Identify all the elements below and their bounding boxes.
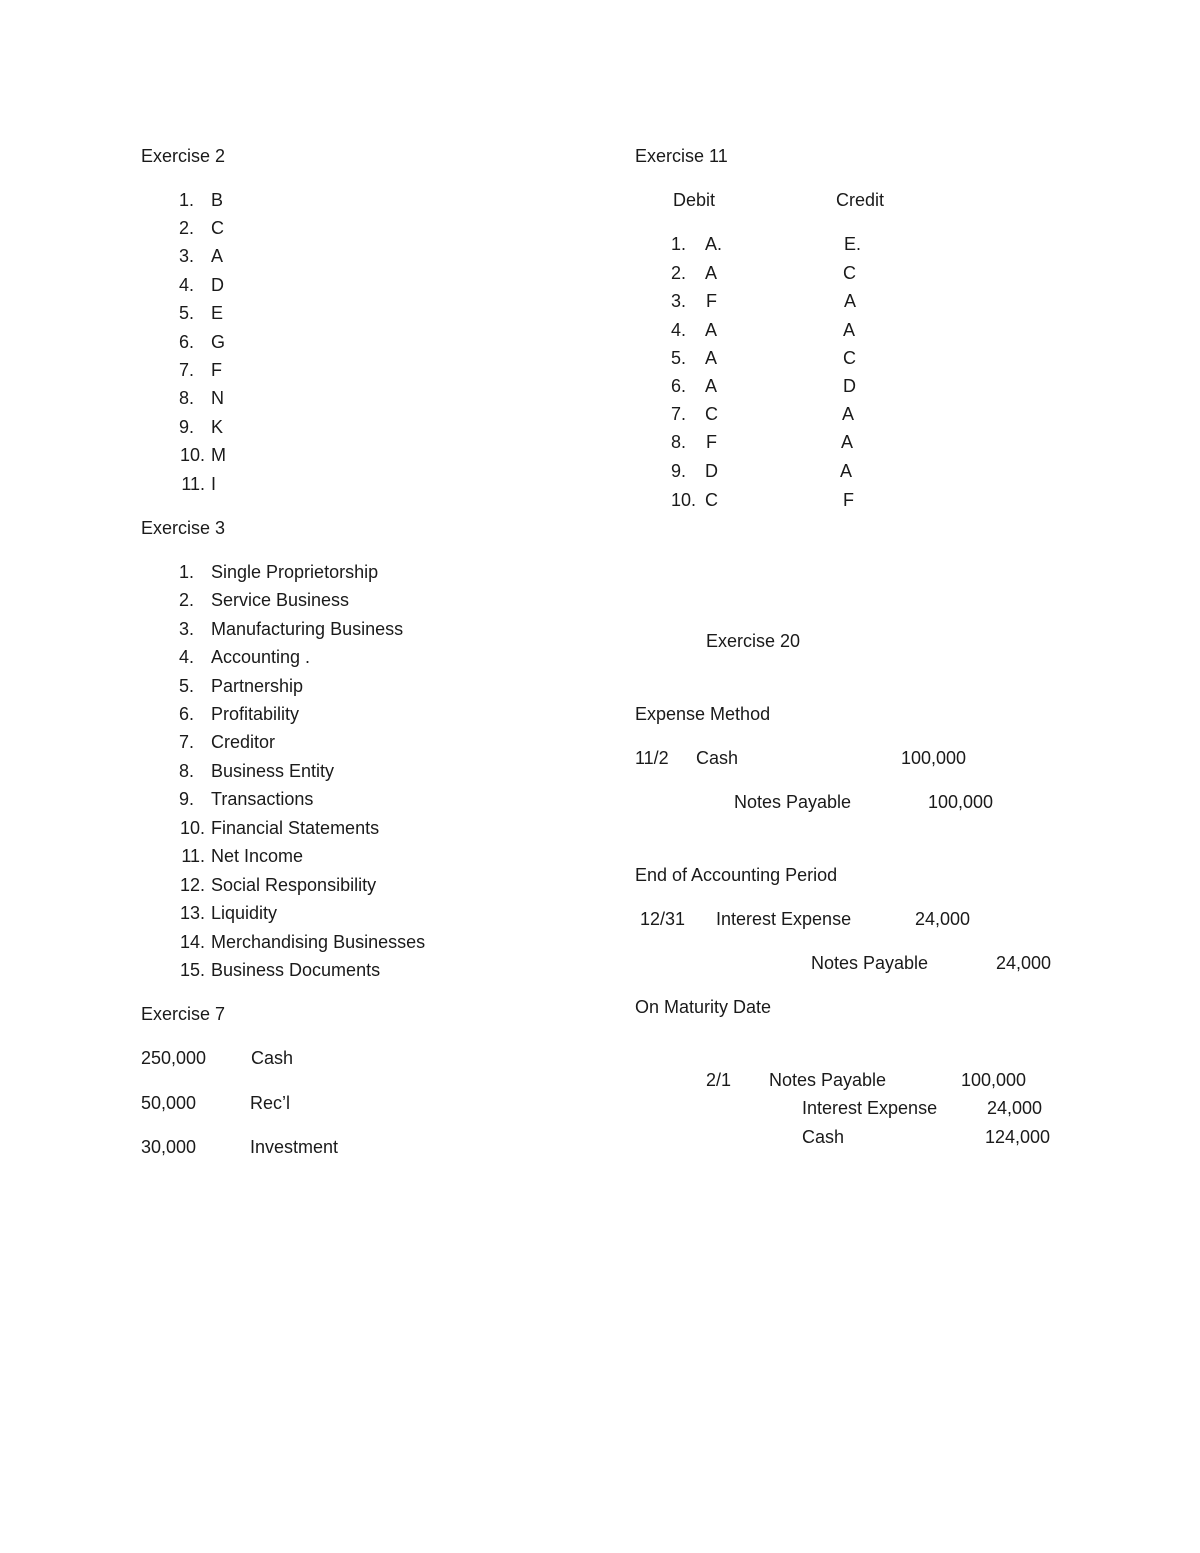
entry-amount: 250,000 bbox=[141, 1048, 207, 1068]
list-item: D bbox=[211, 275, 224, 295]
list-number: 10. bbox=[179, 445, 205, 465]
debit-cell: A bbox=[705, 376, 718, 396]
journal-debit-amount: 24,000 bbox=[915, 909, 971, 929]
list-item: G bbox=[211, 332, 226, 352]
end-period-heading: End of Accounting Period bbox=[635, 865, 838, 885]
credit-cell: C bbox=[843, 263, 856, 283]
row-number: 10. bbox=[670, 490, 696, 510]
list-number: 2. bbox=[178, 218, 194, 238]
maturity-heading: On Maturity Date bbox=[635, 997, 772, 1017]
list-item: Business Entity bbox=[211, 761, 335, 781]
list-number: 2. bbox=[178, 590, 194, 610]
list-item: Service Business bbox=[211, 590, 350, 610]
list-item: Transactions bbox=[211, 789, 314, 809]
list-number: 6. bbox=[178, 704, 194, 724]
journal-debit-account: Cash bbox=[696, 748, 739, 768]
debit-cell: A bbox=[705, 348, 718, 368]
journal-date: 2/1 bbox=[706, 1070, 732, 1090]
row-number: 6. bbox=[670, 376, 686, 396]
row-number: 4. bbox=[670, 320, 686, 340]
debit-cell: A. bbox=[705, 234, 723, 254]
journal-credit-account: Notes Payable bbox=[811, 953, 929, 973]
exercise-3-title: Exercise 3 bbox=[141, 518, 226, 538]
list-number: 3. bbox=[178, 619, 194, 639]
journal-credit-amount: 124,000 bbox=[985, 1127, 1051, 1147]
credit-cell: A bbox=[840, 461, 853, 481]
list-number: 5. bbox=[178, 303, 194, 323]
list-item: C bbox=[211, 218, 224, 238]
credit-cell: D bbox=[843, 376, 856, 396]
entry-account: Rec’l bbox=[250, 1093, 291, 1113]
journal-credit-account: Cash bbox=[802, 1127, 845, 1147]
list-number: 1. bbox=[178, 562, 194, 582]
entry-account: Investment bbox=[250, 1137, 339, 1157]
journal-date: 11/2 bbox=[635, 748, 669, 768]
exercise-20-title: Exercise 20 bbox=[706, 631, 801, 651]
debit-cell: F bbox=[706, 432, 717, 452]
list-number: 6. bbox=[178, 332, 194, 352]
list-number: 4. bbox=[178, 275, 194, 295]
list-item: N bbox=[211, 388, 224, 408]
entry-amount: 50,000 bbox=[141, 1093, 197, 1113]
journal-debit-account: Interest Expense bbox=[716, 909, 852, 929]
journal-credit-amount: 24,000 bbox=[996, 953, 1052, 973]
debit-cell: F bbox=[706, 291, 717, 311]
list-item: E bbox=[211, 303, 224, 323]
journal-debit-amount: 24,000 bbox=[987, 1098, 1043, 1118]
list-number: 10. bbox=[179, 818, 205, 838]
debit-cell: A bbox=[705, 263, 718, 283]
credit-cell: A bbox=[844, 291, 857, 311]
expense-method-heading: Expense Method bbox=[635, 704, 771, 724]
list-number: 1. bbox=[178, 190, 194, 210]
row-number: 9. bbox=[670, 461, 686, 481]
journal-date: 12/31 bbox=[640, 909, 686, 929]
list-number: 11. bbox=[181, 846, 205, 866]
list-item: Single Proprietorship bbox=[211, 562, 379, 582]
list-number: 7. bbox=[178, 732, 194, 752]
list-item: F bbox=[211, 360, 222, 380]
list-number: 9. bbox=[178, 417, 194, 437]
row-number: 1. bbox=[670, 234, 686, 254]
list-item: K bbox=[211, 417, 224, 437]
row-number: 5. bbox=[670, 348, 686, 368]
credit-cell: E. bbox=[844, 234, 862, 254]
credit-cell: A bbox=[841, 432, 854, 452]
credit-cell: F bbox=[843, 490, 854, 510]
list-number: 13. bbox=[179, 903, 205, 923]
list-number: 14. bbox=[179, 932, 205, 952]
journal-credit-amount: 100,000 bbox=[928, 792, 994, 812]
row-number: 3. bbox=[670, 291, 686, 311]
exercise-11-title: Exercise 11 bbox=[635, 146, 728, 166]
journal-debit-account: Interest Expense bbox=[802, 1098, 938, 1118]
list-item: Liquidity bbox=[211, 903, 278, 923]
list-number: 8. bbox=[178, 388, 194, 408]
list-item: Business Documents bbox=[211, 960, 381, 980]
list-number: 4. bbox=[178, 647, 194, 667]
list-number: 15. bbox=[179, 960, 205, 980]
list-item: Social Responsibility bbox=[211, 875, 377, 895]
debit-header: Debit bbox=[673, 190, 716, 210]
list-item: Accounting . bbox=[211, 647, 311, 667]
list-item: Partnership bbox=[211, 676, 304, 696]
list-item: Manufacturing Business bbox=[211, 619, 404, 639]
list-number: 8. bbox=[178, 761, 194, 781]
list-number: 7. bbox=[178, 360, 194, 380]
credit-cell: A bbox=[842, 404, 855, 424]
row-number: 8. bbox=[670, 432, 686, 452]
debit-cell: D bbox=[705, 461, 718, 481]
debit-cell: C bbox=[705, 404, 718, 424]
credit-cell: C bbox=[843, 348, 856, 368]
list-item: I bbox=[211, 474, 217, 494]
list-item: Creditor bbox=[211, 732, 276, 752]
list-number: 5. bbox=[178, 676, 194, 696]
list-number: 9. bbox=[178, 789, 194, 809]
list-number: 11. bbox=[181, 474, 205, 494]
exercise-7-title: Exercise 7 bbox=[141, 1004, 226, 1024]
debit-cell: C bbox=[705, 490, 718, 510]
list-number: 3. bbox=[178, 246, 194, 266]
credit-cell: A bbox=[843, 320, 856, 340]
entry-amount: 30,000 bbox=[141, 1137, 197, 1157]
journal-debit-amount: 100,000 bbox=[901, 748, 967, 768]
exercise-2-title: Exercise 2 bbox=[141, 146, 226, 166]
journal-debit-amount: 100,000 bbox=[961, 1070, 1027, 1090]
list-item: B bbox=[211, 190, 224, 210]
list-item: Profitability bbox=[211, 704, 300, 724]
debit-cell: A bbox=[705, 320, 718, 340]
list-number: 12. bbox=[179, 875, 205, 895]
credit-header: Credit bbox=[836, 190, 885, 210]
list-item: A bbox=[211, 246, 224, 266]
list-item: Net Income bbox=[211, 846, 304, 866]
list-item: Financial Statements bbox=[211, 818, 380, 838]
row-number: 2. bbox=[670, 263, 686, 283]
list-item: M bbox=[211, 445, 226, 465]
row-number: 7. bbox=[670, 404, 686, 424]
journal-debit-account: Notes Payable bbox=[769, 1070, 887, 1090]
entry-account: Cash bbox=[251, 1048, 294, 1068]
list-item: Merchandising Businesses bbox=[211, 932, 426, 952]
journal-credit-account: Notes Payable bbox=[734, 792, 852, 812]
